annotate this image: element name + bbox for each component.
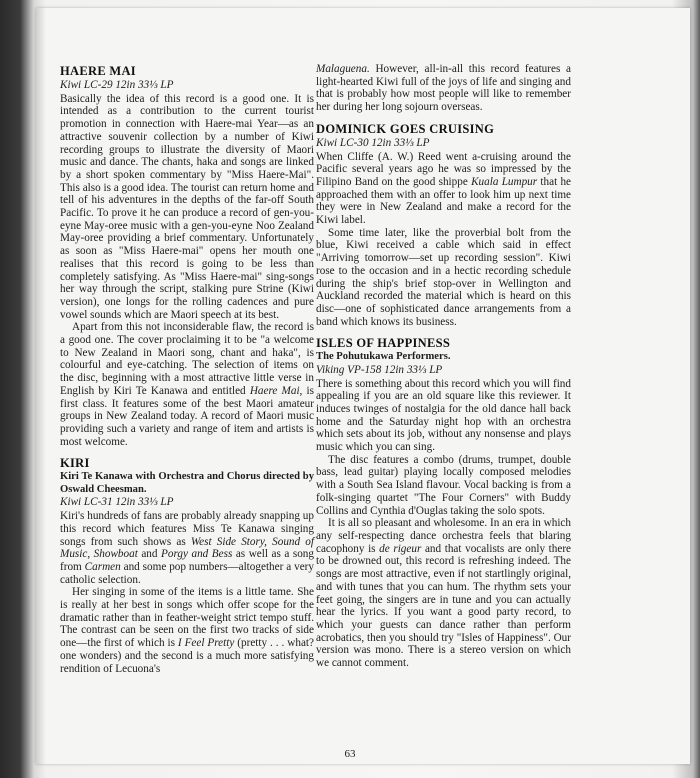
record-label-info: Kiwi LC-31 12in 33⅓ LP bbox=[60, 496, 174, 509]
text-run: When Cliffe (A. W.) Reed went a-cruising around the Pacific several years ago he was so impressed by the Filipino Band on the good shippe bbox=[316, 150, 571, 188]
italic-title: Porgy and Bess bbox=[161, 548, 233, 561]
italic-title: West Side Story, Sound of Music, Showboat bbox=[60, 535, 314, 561]
italic-title: Carmen bbox=[84, 560, 121, 573]
record-label-info: Kiwi LC-30 12in 33⅓ LP bbox=[316, 136, 430, 149]
review-kiri bbox=[60, 456, 314, 675]
italic-title: Kuala Lumpur bbox=[471, 175, 538, 188]
review-paragraph bbox=[60, 586, 314, 675]
review-paragraph: Basically the idea of this record is a good one. It is intended as a contribution to the current tourist promotion in connection with Haere-mai Year—as an attractive souvenir collection by a number of Kiwi recording groups to illustrate the diversity of Maori music and dance. The chants, haka and songs are linked by a short spoken commentary by "Miss Haere-Mai". This also is a good idea. The tourist can return home and tell of his adventures in the depths of the far-off South Pacific. To prove it he can produce a record of gen-you-eyne May-oree music with a gen-you-eyne Noo Zealand May-oree providing a brief commentary. Unfortunately as soon as "Miss Haere-mai" opens her mouth one realises that this record is going to be less than completely satisfying. As "Miss Haere-mai" sing-songs her way through the script, stalking pure Strine (Kiwi version), one longs for the rolling cadences and pure vowel sounds which are Maori speech at its best. bbox=[60, 92, 314, 321]
text-run: as well as a song from bbox=[60, 548, 314, 573]
review-paragraph bbox=[60, 510, 314, 586]
performer-credit: Kiri Te Kanawa with Orchestra and Chorus directed by Oswald Cheesman. bbox=[60, 471, 314, 495]
review-dominick-goes-cruising bbox=[316, 122, 571, 329]
right-column bbox=[316, 63, 571, 670]
record-label-info: Viking VP-158 12in 33⅓ LP bbox=[316, 363, 443, 376]
text-run: (pretty . . . what? one wonders) and the second is a much more satisfying rendition of Lecuona's bbox=[60, 637, 314, 675]
text-run: Apart from this not inconsiderable flaw, the record is a good one. The cover proclaiming it to be "a welcome to New Zealand in Maori song, chant and haka", is colourful and eye-catching. The selection of items on the disc, beginning with a most attractive little verse in English by Kiri Te Kanawa and entitled bbox=[60, 321, 314, 397]
page-number: 63 bbox=[344, 748, 356, 760]
review-title: ISLES OF HAPPINESS bbox=[316, 336, 451, 351]
review-paragraph: The disc features a combo (drums, trumpet, double bass, lead guitar) playing locally composed melodies with a South Sea Island flavour. Vocal backing is from a folk-singing quartet "The Four Corners" with Buddy Collins and Cynthia d'Ouglas taking the solo spots. bbox=[316, 453, 571, 517]
review-continuation bbox=[316, 63, 571, 114]
review-title: DOMINICK GOES CRUISING bbox=[316, 121, 495, 136]
review-paragraph bbox=[316, 517, 571, 669]
performer-credit: The Pohutukawa Performers. bbox=[316, 351, 451, 363]
text-run: Kiri's hundreds of fans are probably already snapping up this record which features Miss Te Kanawa singing songs from such shows as bbox=[60, 510, 314, 548]
text-run: is first class. It features some of the best Maori amateur groups in New Zealand today. A record of Maori music providing such a variety and range of item and artists is most welcome. bbox=[60, 384, 314, 448]
review-paragraph: There is something about this record which you will find appealing if you are an old square like this reviewer. It induces twinges of nostalgia for the old dance hall back home and the Saturday night hop with an orchestra which sets about its job, without any nonsense and plays music which you can sing. bbox=[316, 377, 571, 454]
italic-title: Haere Mai, bbox=[249, 384, 303, 397]
italic-title: I Feel Pretty bbox=[177, 637, 235, 650]
text-run: that he approached them with an offer to look him up next time they were in New Zealand and make a record for the Kiwi label. bbox=[316, 175, 572, 227]
review-haere-mai bbox=[60, 64, 314, 448]
review-isles-of-happiness bbox=[316, 336, 571, 669]
page-gutter-shadow bbox=[36, 8, 46, 764]
italic-title: Malaguena. bbox=[316, 63, 370, 75]
text-run: It is all so pleasant and wholesome. In an era in which any self-respecting dance orchestra feels that blaring cacophony is bbox=[316, 517, 571, 555]
text-run: and some pop numbers—altogether a very catholic selection. bbox=[60, 560, 314, 586]
text-run: Her singing in some of the items is a little tame. She is really at her best in songs which offer scope for the dramatic rather than in feather-weight strict tempo stuff. The contrast can be seen on the first two tracks of side one—the first of which is bbox=[60, 586, 314, 650]
review-paragraph: Some time later, like the proverbial bolt from the blue, Kiwi received a cable which said in effect "Arriving tomorrow—set up recording session". Kiwi rose to the occasion and in a hectic recording schedule during the ship's brief stop-over in Wellington and Auckland recorded the material which is heard on this disc—one of sophisticated dance arrangements from a band which knows its business. bbox=[316, 226, 571, 328]
text-run: However, all-in-all this record features a light-hearted Kiwi full of the joys of life and singing and that is probably how most people will like to remember her during her long sojourn overseas. bbox=[316, 63, 571, 114]
review-title: HAERE MAI bbox=[60, 64, 136, 78]
text-run: and that vocalists are only there to be drowned out, this record is refreshing indeed. The songs are most attractive, even if not startlingly original, and with tunes that you can hum. The rhythm sets your feet going, the singers are in tune and you can actually hear the lyrics. If you want a good party record, to which your guests can dance rather than perform acrobatics, then you should try "Isles of Happiness". Our version was mono. There is a stereo version on which we cannot comment. bbox=[316, 542, 572, 670]
record-label-info: Kiwi LC-29 12in 33⅓ LP bbox=[60, 79, 174, 91]
review-paragraph bbox=[60, 321, 314, 448]
review-paragraph bbox=[316, 151, 571, 227]
italic-phrase: de rigeur bbox=[379, 542, 422, 555]
text-run: and bbox=[137, 548, 162, 561]
left-column bbox=[60, 64, 314, 675]
review-title: KIRI bbox=[60, 456, 90, 471]
